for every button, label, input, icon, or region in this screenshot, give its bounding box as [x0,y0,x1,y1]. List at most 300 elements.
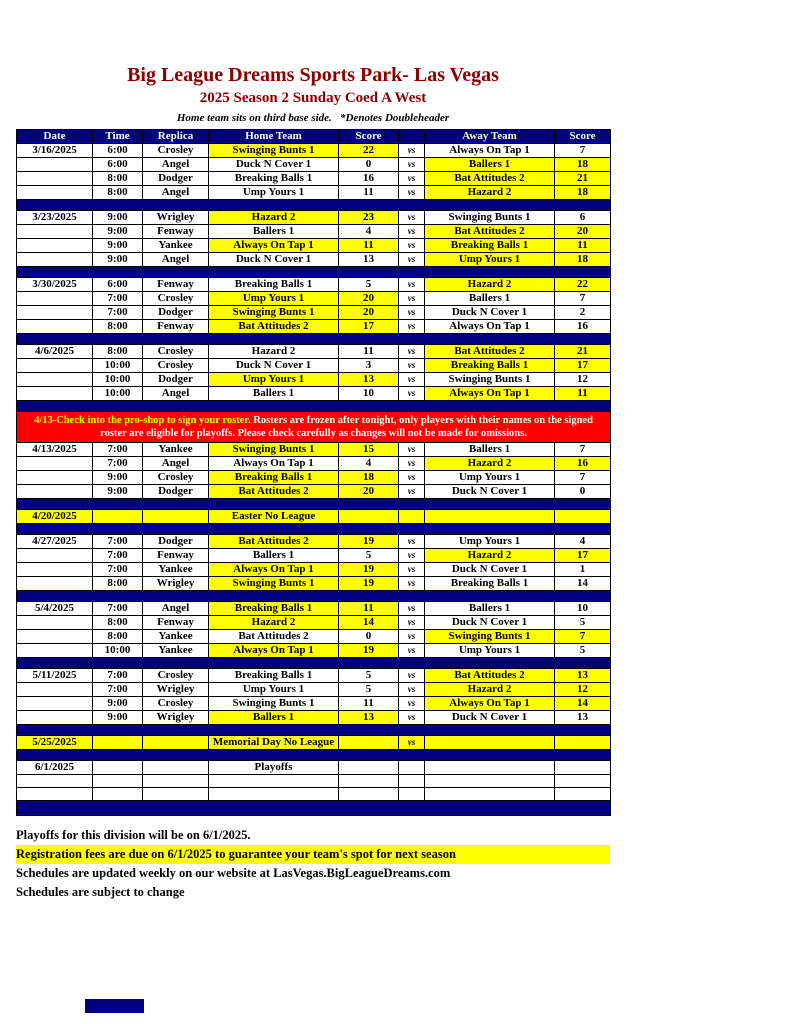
home-team: Hazard 2 [209,616,339,630]
game-row [17,697,611,711]
home-score: 11 [339,697,399,711]
empty-cell [17,788,93,801]
game-row [17,225,611,239]
footer-website-line: Schedules are updated weekly on our website at LasVegas.BigLeagueDreams.com [16,866,451,880]
vs-cell: vs [399,278,425,292]
game-replica: Wrigley [143,683,209,697]
vs-cell: vs [399,186,425,200]
separator-row [17,591,611,602]
away-score: 10 [555,602,611,616]
game-replica: Crosley [143,697,209,711]
away-team: Ballers 1 [425,292,555,306]
game-row [17,239,611,253]
game-row [17,669,611,683]
game-time: 8:00 [93,345,143,359]
away-score: 18 [555,186,611,200]
game-date [17,172,93,186]
game-row [17,253,611,267]
event-date: 4/20/2025 [17,510,93,524]
home-team: Ump Yours 1 [209,186,339,200]
home-team: Breaking Balls 1 [209,669,339,683]
event-label: Playoffs [209,761,339,775]
home-team: Duck N Cover 1 [209,158,339,172]
game-replica: Dodger [143,535,209,549]
event-row [17,736,611,750]
event-time-cell [93,736,143,750]
empty-cell [17,775,93,788]
home-score: 23 [339,211,399,225]
vs-cell: vs [399,320,425,334]
vs-cell: vs [399,144,425,158]
game-row [17,387,611,401]
away-team: Hazard 2 [425,186,555,200]
away-team: Bat Attitudes 2 [425,172,555,186]
home-team: Hazard 2 [209,345,339,359]
home-team: Hazard 2 [209,211,339,225]
game-replica: Yankee [143,644,209,658]
page-subtitle: 2025 Season 2 Sunday Coed A West [199,90,427,106]
away-team: Hazard 2 [425,549,555,563]
game-date: 3/16/2025 [17,144,93,158]
vs-cell [399,761,425,775]
col-header-date: Date [17,130,93,144]
game-replica: Angel [143,186,209,200]
game-time: 8:00 [93,186,143,200]
note-home-team: Home team sits on third base side. [176,112,332,124]
game-time: 9:00 [93,485,143,499]
home-team: Swinging Bunts 1 [209,443,339,457]
game-date [17,711,93,725]
home-score: 5 [339,278,399,292]
game-row [17,602,611,616]
game-date [17,387,93,401]
away-score: 21 [555,172,611,186]
game-time: 8:00 [93,616,143,630]
event-row [17,510,611,524]
game-date [17,644,93,658]
game-replica: Crosley [143,359,209,373]
game-date: 4/13/2025 [17,443,93,457]
footer-navy-box [85,999,144,1013]
event-replica-cell [143,510,209,524]
separator-bar [17,499,611,510]
separator-row [17,801,611,816]
away-team: Ballers 1 [425,158,555,172]
game-time: 10:00 [93,373,143,387]
game-time: 7:00 [93,563,143,577]
empty-cell [93,788,143,801]
home-score: 0 [339,630,399,644]
game-replica: Angel [143,387,209,401]
game-time: 9:00 [93,697,143,711]
away-team: Ump Yours 1 [425,644,555,658]
vs-cell: vs [399,630,425,644]
empty-cell [209,775,339,788]
game-time: 7:00 [93,443,143,457]
game-date [17,471,93,485]
away-score: 21 [555,345,611,359]
home-team: Bat Attitudes 2 [209,485,339,499]
vs-cell: vs [399,172,425,186]
home-team: Always On Tap 1 [209,239,339,253]
empty-cell [399,788,425,801]
separator-bar [17,658,611,669]
game-date [17,577,93,591]
event-time-cell [93,761,143,775]
banner-body-text: Rosters are frozen after tonight, only players with their names on the signed roster are eligible for playoffs. Please check carefully as changes will not be made for omissions. [100,415,593,439]
away-score: 14 [555,577,611,591]
home-team: Ballers 1 [209,387,339,401]
home-score: 11 [339,239,399,253]
vs-cell: vs [399,711,425,725]
game-date [17,239,93,253]
game-date [17,320,93,334]
game-date: 5/11/2025 [17,669,93,683]
game-time: 8:00 [93,577,143,591]
home-score: 13 [339,373,399,387]
game-date: 3/30/2025 [17,278,93,292]
game-time: 9:00 [93,211,143,225]
game-row [17,563,611,577]
empty-row [17,775,611,788]
home-team: Ump Yours 1 [209,373,339,387]
home-score: 11 [339,602,399,616]
event-row [17,761,611,775]
game-row [17,186,611,200]
game-time: 7:00 [93,549,143,563]
vs-cell: vs [399,373,425,387]
vs-cell: vs [399,306,425,320]
game-time: 10:00 [93,644,143,658]
event-date: 6/1/2025 [17,761,93,775]
separator-bar [17,200,611,211]
empty-cell [143,775,209,788]
game-row [17,292,611,306]
game-replica: Yankee [143,630,209,644]
home-team: Breaking Balls 1 [209,602,339,616]
home-team: Bat Attitudes 2 [209,630,339,644]
home-score: 15 [339,443,399,457]
game-time: 8:00 [93,320,143,334]
page-footer [16,826,610,902]
vs-cell: vs [399,443,425,457]
home-score: 20 [339,485,399,499]
game-time: 7:00 [93,535,143,549]
away-team: Swinging Bunts 1 [425,373,555,387]
vs-cell: vs [399,225,425,239]
home-team: Swinging Bunts 1 [209,697,339,711]
game-row [17,443,611,457]
home-score: 4 [339,225,399,239]
away-team: Duck N Cover 1 [425,485,555,499]
vs-cell: vs [399,535,425,549]
vs-cell: vs [399,577,425,591]
home-score: 20 [339,306,399,320]
game-time: 9:00 [93,225,143,239]
away-score: 7 [555,144,611,158]
game-time: 6:00 [93,144,143,158]
away-team: Bat Attitudes 2 [425,669,555,683]
game-date: 3/23/2025 [17,211,93,225]
game-replica: Angel [143,158,209,172]
game-date: 4/6/2025 [17,345,93,359]
away-score: 5 [555,616,611,630]
separator-bar [17,401,611,412]
empty-cell [399,775,425,788]
home-team: Ump Yours 1 [209,292,339,306]
vs-cell: vs [399,253,425,267]
away-score: 12 [555,683,611,697]
event-away-cell [425,736,555,750]
game-date [17,630,93,644]
game-replica: Crosley [143,669,209,683]
game-replica: Wrigley [143,577,209,591]
separator-row [17,267,611,278]
away-team: Hazard 2 [425,457,555,471]
game-row [17,144,611,158]
schedule-rows [17,144,611,816]
home-score: 20 [339,292,399,306]
game-date [17,186,93,200]
table-header-row [17,130,611,144]
roster-banner-row [17,412,611,443]
empty-cell [555,788,611,801]
away-score: 18 [555,158,611,172]
home-score: 10 [339,387,399,401]
game-date [17,292,93,306]
home-team: Ballers 1 [209,711,339,725]
game-time: 7:00 [93,457,143,471]
vs-cell: vs [399,485,425,499]
game-row [17,457,611,471]
away-score: 16 [555,457,611,471]
event-time-cell [93,510,143,524]
vs-cell: vs [399,644,425,658]
home-team: Bat Attitudes 2 [209,535,339,549]
game-replica: Dodger [143,306,209,320]
home-score: 22 [339,144,399,158]
game-row [17,158,611,172]
game-row [17,345,611,359]
home-score: 11 [339,345,399,359]
home-score: 5 [339,683,399,697]
away-team: Ump Yours 1 [425,471,555,485]
game-date [17,616,93,630]
home-team: Swinging Bunts 1 [209,306,339,320]
game-date: 5/4/2025 [17,602,93,616]
away-score: 7 [555,443,611,457]
game-replica: Fenway [143,320,209,334]
game-replica: Angel [143,457,209,471]
game-date [17,697,93,711]
home-score: 19 [339,644,399,658]
away-score: 1 [555,563,611,577]
event-replica-cell [143,736,209,750]
home-team: Breaking Balls 1 [209,172,339,186]
empty-cell [339,788,399,801]
event-replica-cell [143,761,209,775]
game-time: 7:00 [93,602,143,616]
event-away-cell [425,510,555,524]
away-score: 13 [555,669,611,683]
home-score: 13 [339,711,399,725]
footer-registration-line: Registration fees are due on 6/1/2025 to guarantee your team's spot for next season [16,845,610,864]
away-team: Ballers 1 [425,443,555,457]
game-date [17,485,93,499]
home-score: 19 [339,577,399,591]
away-score: 17 [555,549,611,563]
game-replica: Fenway [143,616,209,630]
home-score: 17 [339,320,399,334]
home-team: Bat Attitudes 2 [209,320,339,334]
vs-cell: vs [399,563,425,577]
away-score: 6 [555,211,611,225]
game-replica: Fenway [143,225,209,239]
home-team: Always On Tap 1 [209,563,339,577]
game-date [17,225,93,239]
empty-cell [555,775,611,788]
away-score: 11 [555,387,611,401]
vs-cell: vs [399,697,425,711]
game-row [17,577,611,591]
away-team: Hazard 2 [425,683,555,697]
away-score: 14 [555,697,611,711]
game-date [17,253,93,267]
home-team: Ump Yours 1 [209,683,339,697]
vs-cell: vs [399,549,425,563]
col-header-vs [399,130,425,144]
away-team: Always On Tap 1 [425,387,555,401]
vs-cell [399,510,425,524]
game-time: 6:00 [93,278,143,292]
event-date: 5/25/2025 [17,736,93,750]
game-replica: Yankee [143,239,209,253]
game-time: 9:00 [93,711,143,725]
away-team: Bat Attitudes 2 [425,345,555,359]
vs-cell: vs [399,602,425,616]
game-time: 9:00 [93,253,143,267]
page-note [16,112,610,124]
away-team: Swinging Bunts 1 [425,211,555,225]
game-time: 10:00 [93,359,143,373]
event-label: Easter No League [209,510,339,524]
game-date [17,549,93,563]
home-score: 3 [339,359,399,373]
event-home-score-cell [339,510,399,524]
game-date [17,683,93,697]
away-team: Hazard 2 [425,278,555,292]
away-score: 7 [555,292,611,306]
vs-cell: vs [399,387,425,401]
game-replica: Angel [143,602,209,616]
event-away-cell [425,761,555,775]
home-team: Breaking Balls 1 [209,471,339,485]
separator-row [17,401,611,412]
vs-cell: vs [399,158,425,172]
event-home-score-cell [339,736,399,750]
note-doubleheader: *Denotes Doubleheader [340,112,450,124]
home-team: Duck N Cover 1 [209,359,339,373]
game-row [17,320,611,334]
schedule-table [16,129,611,816]
game-time: 7:00 [93,683,143,697]
home-score: 19 [339,535,399,549]
away-team: Swinging Bunts 1 [425,630,555,644]
separator-row [17,658,611,669]
away-score: 16 [555,320,611,334]
game-replica: Yankee [143,563,209,577]
game-row [17,630,611,644]
separator-bar [17,524,611,535]
game-row [17,485,611,499]
page-header [16,64,610,124]
home-team: Swinging Bunts 1 [209,577,339,591]
col-header-home-team: Home Team [209,130,339,144]
away-team: Bat Attitudes 2 [425,225,555,239]
game-row [17,172,611,186]
away-team: Ump Yours 1 [425,253,555,267]
away-score: 5 [555,644,611,658]
away-score: 11 [555,239,611,253]
game-replica: Wrigley [143,711,209,725]
empty-cell [209,788,339,801]
separator-row [17,725,611,736]
roster-banner [17,412,611,443]
col-header-home-score: Score [339,130,399,144]
vs-cell: vs [399,457,425,471]
col-header-away-score: Score [555,130,611,144]
away-team: Always On Tap 1 [425,320,555,334]
away-team: Always On Tap 1 [425,697,555,711]
home-score: 0 [339,158,399,172]
game-replica: Dodger [143,373,209,387]
game-replica: Dodger [143,172,209,186]
game-row [17,306,611,320]
separator-row [17,524,611,535]
empty-row [17,788,611,801]
game-replica: Crosley [143,345,209,359]
away-score: 4 [555,535,611,549]
game-date [17,457,93,471]
empty-cell [339,775,399,788]
game-date [17,359,93,373]
separator-row [17,499,611,510]
home-score: 4 [339,457,399,471]
event-label: Memorial Day No League [209,736,339,750]
separator-bar [17,591,611,602]
empty-cell [425,788,555,801]
separator-row [17,334,611,345]
vs-cell: vs [399,211,425,225]
away-team: Breaking Balls 1 [425,359,555,373]
home-score: 16 [339,172,399,186]
event-away-score-cell [555,736,611,750]
game-replica: Dodger [143,485,209,499]
vs-cell: vs [399,471,425,485]
away-score: 18 [555,253,611,267]
vs-cell: vs [399,239,425,253]
game-replica: Fenway [143,278,209,292]
empty-cell [425,775,555,788]
event-away-score-cell [555,510,611,524]
away-team: Ump Yours 1 [425,535,555,549]
vs-cell: vs [399,616,425,630]
separator-bar [17,334,611,345]
game-replica: Angel [143,253,209,267]
empty-cell [143,788,209,801]
separator-bar [17,801,611,816]
home-team: Ballers 1 [209,225,339,239]
